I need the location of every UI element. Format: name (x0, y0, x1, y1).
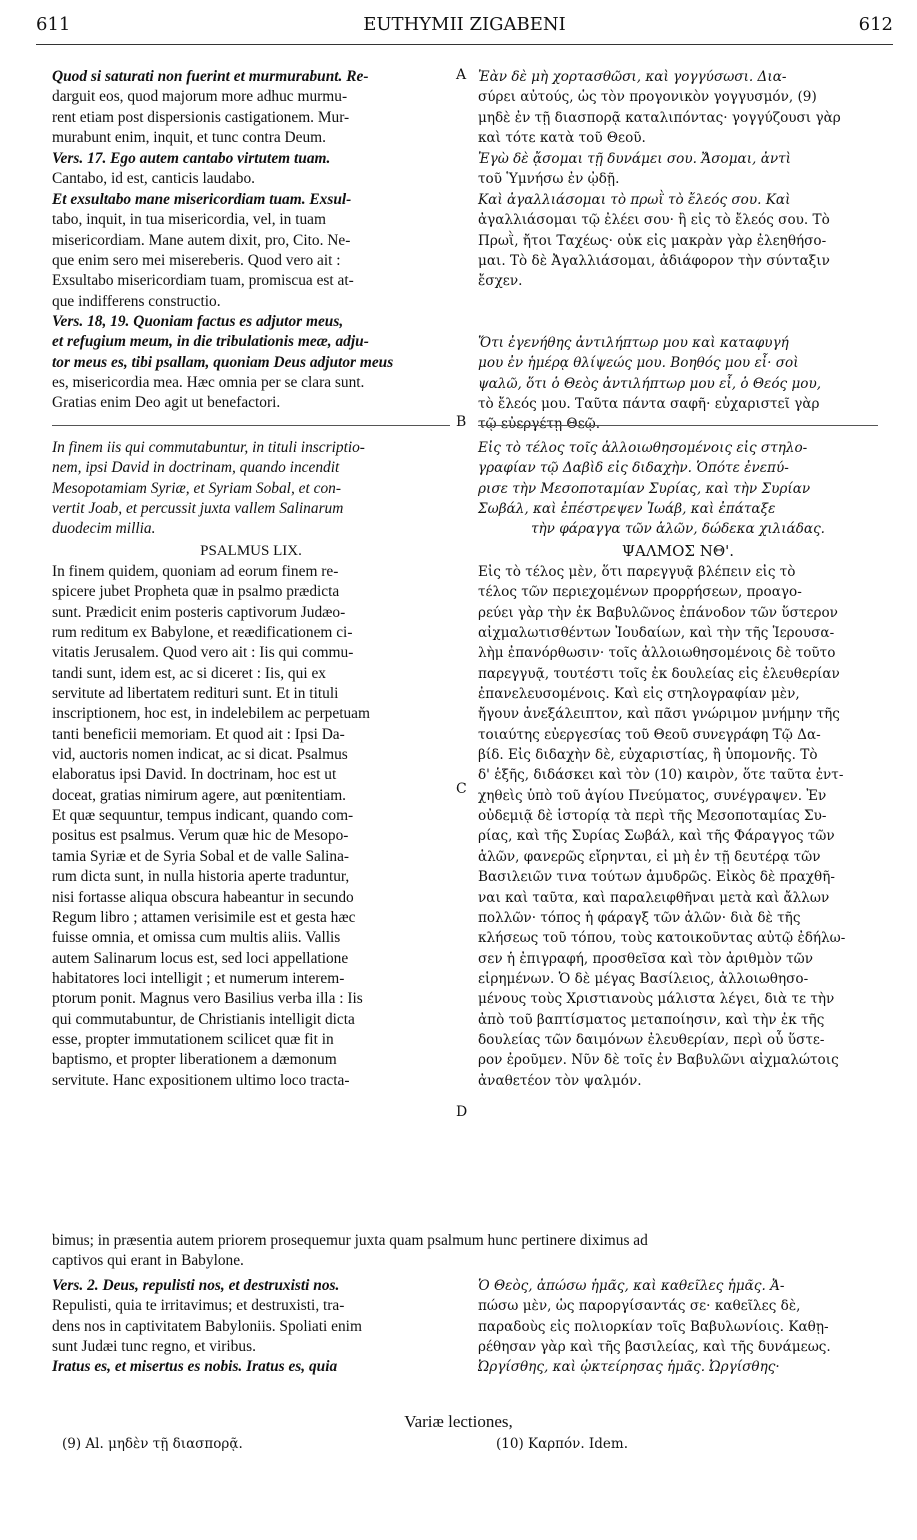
latin-line: que enim sero mei misereberis. Quod vero ait : (52, 252, 341, 270)
latin-commentary (52, 562, 450, 1091)
latin-line: esse, propter immutationem scilicet quæ fit in (52, 1030, 334, 1048)
greek-para-v17 (478, 149, 878, 190)
greek-line: οὐδεμιᾷ δὲ ἱστορίᾳ τὰ περὶ τῆς Μεσοποταμίας Συ- (478, 808, 827, 825)
latin-line: sunt. Prædicit enim posteris captivorum Judæo- (52, 603, 346, 621)
greek-line: ἤγουν ἀνεξάλειπτον, καὶ πᾶσι γνώριμον μνήμην τῆς (478, 706, 840, 723)
footnote-10: (10) Καρπόν. Idem. (496, 1436, 628, 1452)
latin-line: Quod si saturati non fuerint et murmurabunt. Re- (52, 68, 369, 85)
greek-line: ρίας, καὶ τῆς Συρίας Σωβάλ, καὶ τῆς Φάραγγος τῶν (478, 828, 835, 845)
latin-line: autem Salinarum locus est, sed loci appellatione (52, 949, 349, 967)
greek-para-exsultabo (478, 190, 878, 292)
latin-line: Iratus es, et misertus es nobis. Iratus es, quia (52, 1358, 338, 1376)
greek-line: ρέθησαν γὰρ καὶ τῆς βασιλείας, καὶ τῆς δυνάμεως. (478, 1339, 831, 1356)
latin-line: vertit Joab, et percussit juxta vallem Salinarum (52, 500, 344, 518)
latin-line: tandi sunt, idem est, ac si diceret : Iis, qui ex (52, 664, 326, 682)
latin-line: nisi fortasse aliqua obscura habeantur in secundo (52, 888, 354, 906)
greek-line: πώσω μὲν, ὡς παροργίσαντάς σε· καθεῖλες δὲ, (478, 1298, 801, 1315)
latin-line: habitatores loci intelligit ; et numerum interem- (52, 969, 345, 987)
latin-line: que indifferens constructio. (52, 292, 221, 310)
greek-line: ρισε τὴν Μεσοποταμίαν Συρίας, καὶ τὴν Συρίαν (478, 480, 811, 497)
latin-line: servitute. Hanc expositionem ultimo loco tracta- (52, 1071, 350, 1089)
greek-line: τοιαύτης εὐεργεσίας τοῦ Θεοῦ συνεγράφη Τῷ Δα- (478, 726, 821, 743)
latin-line: Vers. 17. Ego autem cantabo virtutem tuam. (52, 150, 331, 167)
greek-line: ἁλῶν, φανερῶς εἴρηνται, εἰ μὴ ἐν τῇ δευτέρᾳ τῶν (478, 848, 821, 865)
greek-line: Ἐὰν δὲ μὴ χορτασθῶσι, καὶ γογγύσωσι. Δια- (478, 69, 787, 85)
margin-letter-d: D (456, 1104, 468, 1120)
latin-line: duodecim millia. (52, 520, 156, 538)
latin-line: Et exsultabo mane misericordiam tuam. Exsul- (52, 191, 352, 208)
latin-line: Mesopotamiam Syriæ, et Syriam Sobal, et con- (52, 479, 341, 497)
latin-line: misericordiam. Mane autem dixit, pro, Cito. Ne- (52, 231, 351, 249)
latin-line: Regum libro ; attamen verisimile est et gesta hæc (52, 908, 356, 926)
latin-line: doceat, gratias nimirum agere, aut pœnitentiam. (52, 786, 347, 804)
margin-letter-c: C (456, 781, 467, 797)
latin-line: tor meus es, tibi psallam, quoniam Deus adjutor meus (52, 353, 394, 371)
greek-commentary (478, 562, 878, 1091)
greek-line: ναι καὶ ταῦτα, καὶ παραλειφθῆναι μετὰ καὶ ἄλλων (478, 889, 830, 906)
latin-line: servitute ad libertatem redituri sunt. Et in tituli (52, 685, 339, 703)
greek-line: τοῦ Ὑμνήσω ἐν ᾠδῇ. (478, 171, 620, 188)
latin-line: rum dicta sunt, in nulla historia aperte traduntur, (52, 868, 350, 886)
greek-line: ἔσχεν. (478, 273, 523, 290)
latin-line: murabunt enim, inquit, et tunc contra Deum. (52, 129, 326, 147)
latin-para-v16 (52, 67, 450, 148)
greek-line: Ὠργίσθης, καὶ ᾠκτείρησας ἡμᾶς. Ὠργίσθης· (478, 1359, 780, 1376)
greek-line: Εἰς τὸ τέλος τοῖς ἀλλοιωθησομένοις εἰς στηλο- (478, 440, 808, 456)
greek-line: Ἐγὼ δὲ ᾄσομαι τῇ δυνάμει σου. Ἄσομαι, ἀντὶ (478, 151, 791, 167)
greek-line: ἀναθετέον τὸν ψαλμόν. (478, 1072, 642, 1089)
latin-line: Vers. 2. Deus, repulisti nos, et destruxisti nos. (52, 1277, 340, 1294)
latin-line: elaboratus ipsi David. In doctrinam, hoc est ut (52, 766, 337, 784)
greek-line: παραδοὺς εἰς πολιορκίαν τοῖς Βαβυλωνίοις. Καθῃ- (478, 1318, 829, 1335)
greek-line: μηδὲ ἐν τῇ διασπορᾷ καταλιπόντας· γογγύζουσι γὰρ (478, 109, 841, 126)
greek-line: τέλος τῶν περιεχομένων προρρήσεων, προαγο- (478, 584, 802, 601)
latin-line: qui commutabuntur, de Christianis intelligit dicta (52, 1010, 355, 1028)
latin-line: positus est psalmus. Verum quæ hic de Mesopo- (52, 827, 349, 845)
greek-line: δ' ἑξῆς, διδάσκει καὶ τὸν (10) καιρὸν, ὅτε ταῦτα ἐντ- (478, 767, 844, 784)
latin-para-v2 (52, 1276, 450, 1378)
greek-line: πολλῶν· τόπος ἡ φάραγξ τῶν ἁλῶν· διὰ δὲ τῆς (478, 909, 801, 926)
greek-line: μένους τοὺς Χριστιανοὺς μάλιστα λέγει, διὰ τε τὴν (478, 991, 835, 1008)
latin-line: rent etiam post dispersionis castigationem. Mur- (52, 108, 350, 126)
latin-line: tanti beneficii memoriam. Et quod ait : Ipsi Da- (52, 725, 345, 743)
greek-line: καὶ τότε κατὰ τοῦ Θεοῦ. (478, 130, 646, 147)
page-header (36, 14, 893, 40)
latin-line: es, misericordia mea. Hæc omnia per se clara sunt. (52, 374, 365, 392)
running-title: EUTHYMII ZIGABENI (363, 14, 566, 35)
latin-line: Exsultabo misericordiam tuam, promiscua est at- (52, 272, 354, 290)
latin-line: Vers. 18, 19. Quoniam factus es adjutor meus, (52, 313, 344, 330)
left-page-number: 611 (36, 14, 71, 35)
latin-line: Repulisti, quia te irritavimus; et destruxisti, tra- (52, 1297, 345, 1315)
greek-line: μαι. Τὸ δὲ Ἀγαλλιάσομαι, ἀδιάφορον τὴν σύνταξιν (478, 253, 830, 270)
greek-para-v18 (478, 333, 878, 435)
greek-line: Βασιλειῶν τινα τούτων ἀμυδρῶς. Εἰκὸς δὲ πραχθῆ- (478, 869, 835, 886)
latin-line: vitatis Jerusalem. Quod vero ait : Iis qui commu- (52, 644, 354, 662)
greek-para-v16 (478, 67, 878, 148)
greek-para-v2 (478, 1276, 878, 1378)
greek-line: Καὶ ἀγαλλιάσομαι τὸ πρωῒ τὸ ἔλεός σου. Καὶ (478, 192, 791, 208)
greek-line: ἐπανελευσομένοις. Καὶ εἰς στηλογραφίαν μὲν, (478, 686, 800, 703)
greek-line: εἱρημένων. Ὁ δὲ μέγας Βασίλειος, ἀλλοιωθησο- (478, 970, 809, 987)
greek-line: ρον ἐροῦμεν. Νῦν δὲ τοῖς ἐν Βαβυλῶνι αἰχμαλώτοις (478, 1052, 839, 1069)
latin-line: et refugium meum, in die tribulationis meæ, adju- (52, 333, 369, 351)
latin-line: sunt Judæi tunc regno, et viribus. (52, 1338, 256, 1356)
greek-line: ἀγαλλιάσομαι τῷ ἐλέει σου· ἢ εἰς τὸ ἔλεός σου. Τὸ (478, 212, 830, 229)
latin-para-v18 (52, 312, 450, 414)
latin-psalm-heading: PSALMUS LIX. (200, 543, 302, 559)
latin-line: fuisse omnia, et omissa cum multis aliis. Vallis (52, 929, 341, 947)
greek-line: αἰχμαλωτισθέντων Ἰουδαίων, καὶ τὴν τῆς Ἱερουσα- (478, 625, 835, 642)
latin-line: nem, ipsi David in doctrinam, quando incendit (52, 459, 340, 477)
full-width-line: bimus; in præsentia autem priorem prosequemur juxta quam psalmum hunc pertinere diximus ad (52, 1232, 648, 1249)
greek-line: σεν ἡ ἐπιγραφή, προσθεῖσα καὶ τὸν ἀριθμὸν τῶν (478, 950, 814, 967)
greek-psalm-heading: ΨΑΛΜΟΣ ΝΘ'. (621, 542, 735, 560)
greek-line: λὴμ ἐπανόρθωσιν· τοῖς ἀλλοιωθησομένοις δὲ τοῦτο (478, 645, 836, 662)
latin-para-exsultabo (52, 190, 450, 312)
greek-line: σύρει αὐτούς, ὡς τὸν προγονικὸν γογγυσμόν, (9) (478, 89, 817, 106)
latin-line: vid, auctoris nomen indicat, ac si dicat. Psalmus (52, 746, 348, 764)
latin-line: Gratias enim Deo agit ut benefactori. (52, 394, 281, 412)
greek-line: ψαλῶ, ὅτι ὁ Θεὸς ἀντιλήπτωρ μου εἶ, ὁ Θεός μου, (478, 375, 822, 392)
latin-line: captivos qui erant in Babylone. (52, 1252, 244, 1269)
latin-line: spicere jubet Propheta quæ in psalmo prædicta (52, 583, 340, 601)
greek-line: τὸ ἔλεός μου. Ταῦτα πάντα σαφῆ· εὐχαριστεῖ γὰρ (478, 396, 820, 413)
greek-line: ρεύει γὰρ τὴν ἐκ Βαβυλῶνος ἐπάνοδον τῶν ὕστερον (478, 604, 838, 621)
latin-line: tabo, inquit, in tua misericordia, vel, in tuam (52, 211, 326, 229)
latin-line: darguit eos, quod majorum more adhuc murmu- (52, 88, 348, 106)
latin-line: Cantabo, id est, canticis laudabo. (52, 170, 256, 188)
greek-line: τῷ εὐεργέτῃ Θεῷ. (478, 416, 601, 433)
greek-line: βίδ. Εἰς διδαχὴν δὲ, εὐχαριστίας, ἢ ὑπομονῆς. Τὸ (478, 747, 818, 764)
greek-line: γραφίαν τῷ Δαβὶδ εἰς διδαχὴν. Ὁπότε ἐνεπύ- (478, 460, 789, 477)
greek-line: Ὁ Θεὸς, ἀπώσω ἡμᾶς, καὶ καθεῖλες ἡμᾶς. Ἀ- (478, 1278, 785, 1294)
greek-line: χηθεὶς ὑπὸ τοῦ ἁγίου Πνεύματος, συνέγραψεν. Ἐν (478, 787, 827, 804)
margin-letter-a: A (456, 67, 467, 83)
margin-letter-b: B (456, 414, 467, 430)
greek-line: παρεγγυᾷ, τουτέστι τοῖς ἐκ δουλείας εἰς ἐλευθερίαν (478, 665, 840, 682)
latin-line: In finem iis qui commutabuntur, in tituli inscriptio- (52, 439, 365, 456)
latin-line: In finem quidem, quoniam ad eorum finem re- (52, 563, 339, 580)
greek-line: Ὅτι ἐγενήθης ἀντιλήπτωρ μου καὶ καταφυγή (478, 335, 789, 351)
greek-line: Εἰς τὸ τέλος μὲν, ὅτι παρεγγυᾷ βλέπειν εἰς τὸ (478, 564, 796, 580)
variae-lectiones-heading: Variæ lectiones, (404, 1412, 513, 1431)
greek-line: Πρωῒ, ἤτοι Ταχέως· οὐκ εἰς μακρὰν γὰρ ἐλεηθήσο- (478, 232, 827, 249)
latin-para-v17 (52, 149, 450, 190)
greek-psalm-title (478, 438, 878, 540)
greek-line: μου ἐν ἡμέρᾳ θλίψεώς μου. Βοηθός μου εἶ· σοὶ (478, 355, 799, 372)
latin-psalm-title (52, 438, 450, 540)
footnote-9: (9) Al. μηδὲν τῇ διασπορᾷ. (62, 1436, 243, 1452)
greek-line: δουλείας τῶν δαιμόνων ἐλευθερίαν, περὶ οὗ ὕστε- (478, 1031, 825, 1048)
latin-line: baptismo, et propter liberationem a dæmonum (52, 1051, 337, 1069)
latin-line: dens nos in captivitatem Babyloniis. Spoliati enim (52, 1317, 362, 1335)
greek-line: κλήσεως τοῦ τόπου, τοὺς κατοικοῦντας αὐτῷ ἐδήλω- (478, 930, 846, 947)
greek-line: Σωβάλ, καὶ ἐπέστρεψεν Ἰωάβ, καὶ ἐπάταξε (478, 501, 776, 518)
latin-line: rum reditum ex Babylone, et reædificationem ci- (52, 624, 353, 642)
greek-line: ἀπὸ τοῦ βαπτίσματος μεταποίησιν, καὶ τὴν ἐκ τῆς (478, 1011, 825, 1028)
latin-line: inscriptionem, hoc est, in indelebilem ac perpetuam (52, 705, 370, 723)
latin-line: ptorum ponit. Magnus vero Basilius verba illa : Iis (52, 990, 363, 1008)
latin-line: Et quæ sequuntur, tempus indicant, quando com- (52, 807, 354, 825)
greek-line: τὴν φάραγγα τῶν ἁλῶν, δώδεκα χιλιάδας. (531, 521, 825, 538)
latin-line: tamia Syriæ et de Syria Sobal et de valle Salina- (52, 847, 350, 865)
right-page-number: 612 (858, 14, 893, 35)
header-rule (36, 44, 893, 45)
